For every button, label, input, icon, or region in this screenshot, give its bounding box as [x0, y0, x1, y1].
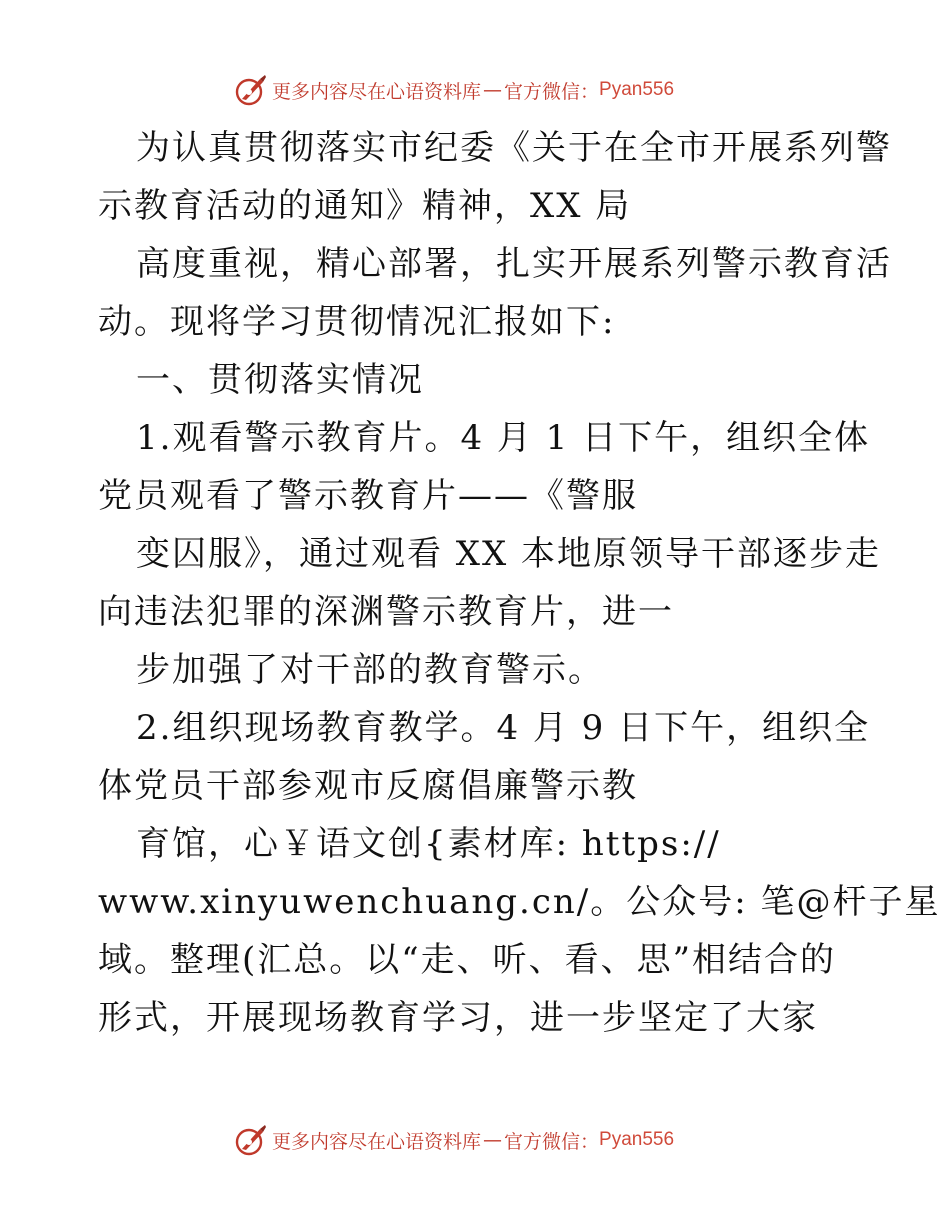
body-line: 示教育活动的通知》精神，XX 局	[98, 186, 632, 226]
body-line: 向违法犯罪的深渊警示教育片，进一	[98, 592, 674, 632]
watermark-separator: —	[483, 1129, 503, 1151]
watermark-separator: —	[483, 79, 503, 101]
footer-watermark	[234, 1122, 674, 1158]
watermark-official-label: 官方微信：	[504, 80, 600, 103]
body-line: 高度重视，精心部署，扎实开展系列警示教育活	[136, 244, 892, 284]
quill-circle-icon	[234, 1123, 268, 1157]
watermark-official-label: 官方微信：	[504, 1130, 600, 1153]
watermark-text: 更多内容尽在心语资料库	[272, 80, 482, 103]
body-line: www.xinyuwenchuang.cn/。公众号: 笔@杆子星	[98, 882, 941, 922]
body-line: 动。现将学习贯彻情况汇报如下:	[98, 302, 616, 342]
body-line: 变囚服》，通过观看 XX 本地原领导干部逐步走	[136, 534, 882, 574]
body-line: 1.观看警示教育片。4 月 1 日下午，组织全体	[136, 418, 871, 458]
watermark-wechat-id: Pyan556	[599, 79, 675, 100]
watermark-text: 更多内容尽在心语资料库	[272, 1130, 482, 1153]
body-line: 步加强了对干部的教育警示。	[136, 650, 604, 690]
body-line: 一、贯彻落实情况	[136, 360, 424, 400]
body-line: 形式，开展现场教育学习，进一步坚定了大家	[98, 998, 818, 1038]
quill-circle-icon	[234, 73, 268, 107]
body-line: 体党员干部参观市反腐倡廉警示教	[98, 766, 638, 806]
body-line: 党员观看了警示教育片——《警服	[98, 476, 638, 516]
body-line: 2.组织现场教育教学。4 月 9 日下午，组织全	[136, 708, 871, 748]
body-line: 育馆，心￥语文创{素材库: https://	[136, 824, 721, 864]
watermark-wechat-id: Pyan556	[599, 1129, 675, 1150]
body-line: 为认真贯彻落实市纪委《关于在全市开展系列警	[136, 128, 892, 168]
header-watermark	[234, 72, 674, 108]
body-line: 域。整理(汇总。以“走、听、看、思”相结合的	[98, 940, 837, 980]
